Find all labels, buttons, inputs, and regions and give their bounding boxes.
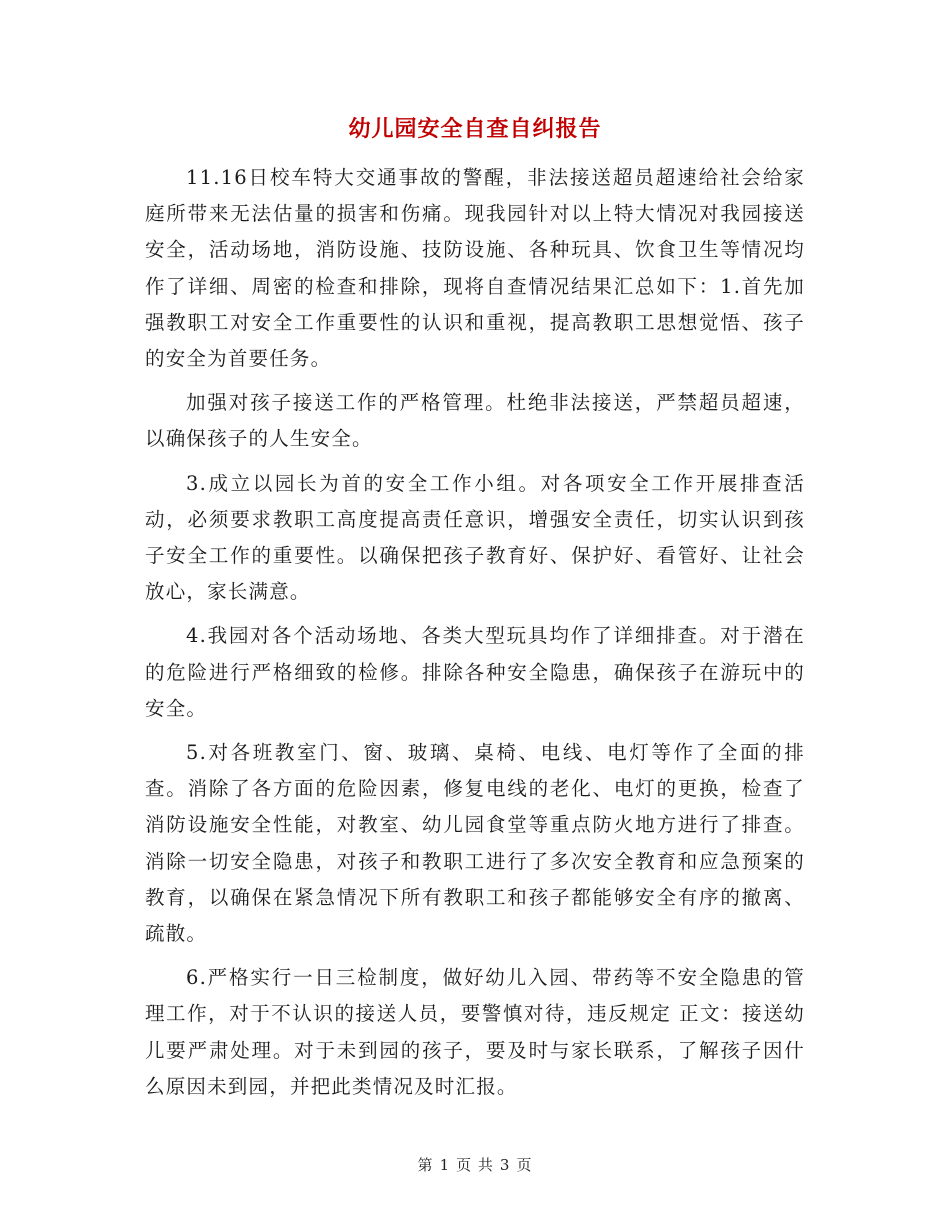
document-title: 幼儿园安全自查自纠报告 bbox=[348, 117, 602, 142]
footer-prefix: 第 bbox=[417, 1156, 434, 1174]
footer-suffix: 页 bbox=[516, 1156, 533, 1174]
paragraph-intro: 11.16日校车特大交通事故的警醒，非法接送超员超速给社会给家庭所带来无法估量的损害和伤痛。现我园针对以上特大情况对我园接送安全，活动场地，消防设施、技防设施、各种玩具、饮食卫生等情况均作了详细、周密的检查和排除，现将自查情况结果汇总如下：1.首先加强教职工对安全工作重要性的认识和重视，提高教职工思想觉悟、孩子的安全为首要任务。 bbox=[145, 166, 805, 371]
footer-middle: 页 共 bbox=[456, 1156, 494, 1174]
paragraph-play-area-inspection: 4.我园对各个活动场地、各类大型玩具均作了详细排查。对于潜在的危险进行严格细致的检修。排除各种安全隐患，确保孩子在游玩中的安全。 bbox=[145, 624, 805, 720]
footer-total-pages: 3 bbox=[499, 1156, 511, 1174]
paragraph-safety-team: 3.成立以园长为首的安全工作小组。对各项安全工作开展排查活动，必须要求教职工高度提高责任意识，增强安全责任，切实认识到孩子安全工作的重要性。以确保把孩子教育好、保护好、看管好、让社会放心，家长满意。 bbox=[145, 471, 805, 604]
footer-current-page: 1 bbox=[439, 1156, 451, 1174]
document-body bbox=[145, 160, 805, 1113]
paragraph-classroom-inspection: 5.对各班教室门、窗、玻璃、桌椅、电线、电灯等作了全面的排查。消除了各方面的危险因素，修复电线的老化、电灯的更换，检查了消防设施安全性能，对教室、幼儿园食堂等重点防火地方进行了排查。消除一切安全隐患，对孩子和教职工进行了多次安全教育和应急预案的教育，以确保在紧急情况下所有教职工和孩子都能够安全有序的撤离、疏散。 bbox=[145, 741, 805, 946]
page-footer bbox=[0, 1154, 950, 1175]
paragraph-daily-checks: 6.严格实行一日三检制度，做好幼儿入园、带药等不安全隐患的管理工作，对于不认识的接送人员，要警慎对待，违反规定 正文：接送幼儿要严肃处理。对于未到园的孩子，要及时与家长联系，了解孩子因什么原因未到园，并把此类情况及时汇报。 bbox=[145, 966, 805, 1098]
paragraph-pickup-management: 加强对孩子接送工作的严格管理。杜绝非法接送，严禁超员超速，以确保孩子的人生安全。 bbox=[145, 391, 805, 451]
